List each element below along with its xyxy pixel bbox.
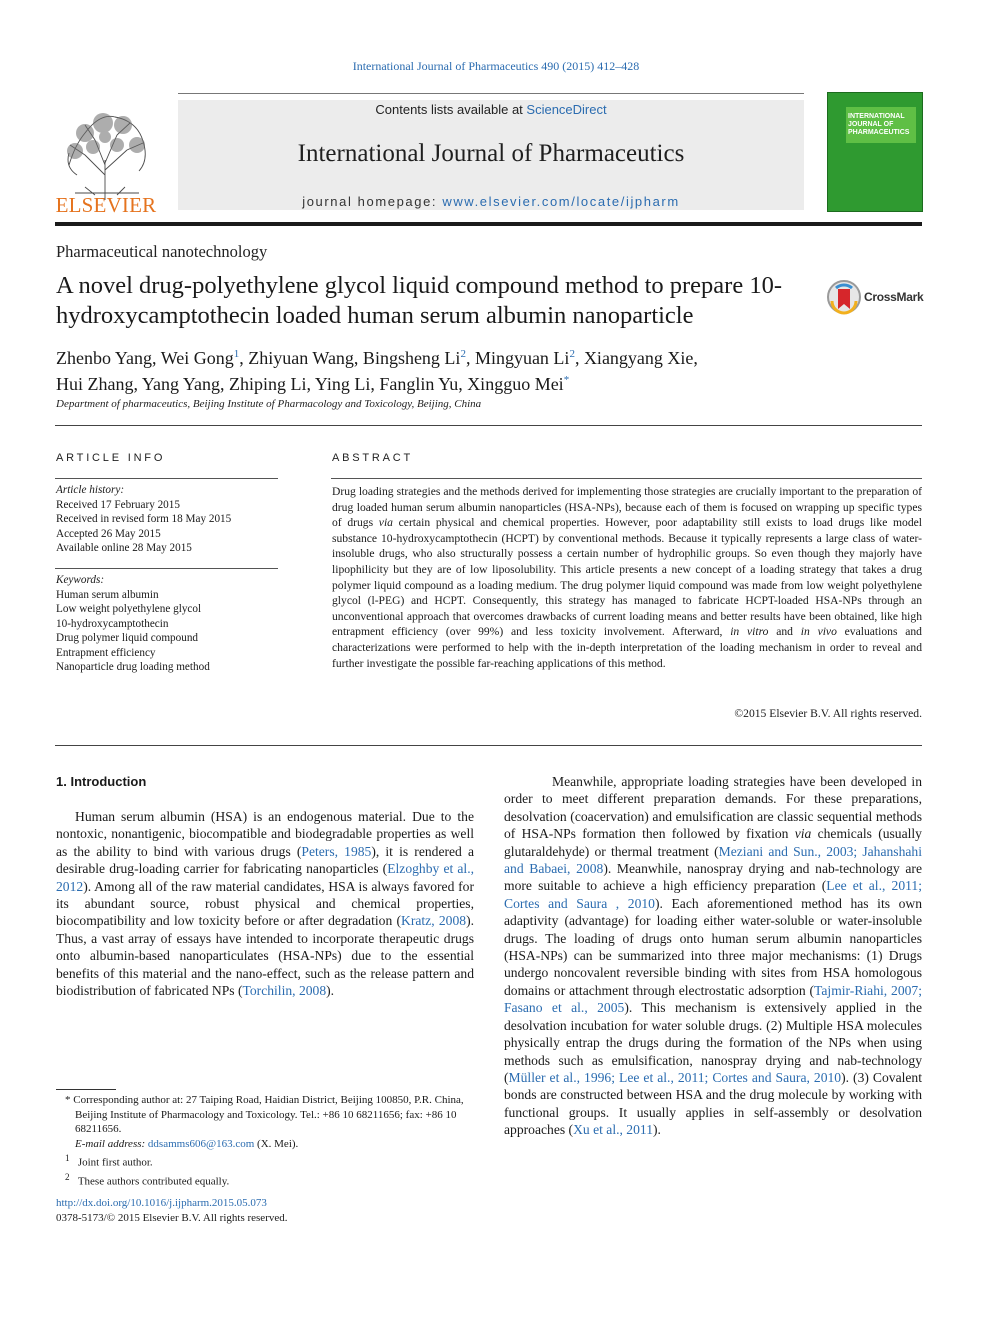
abstract-rule [331, 478, 922, 479]
footnote-rule [56, 1089, 116, 1090]
reference-link[interactable]: Meziani and Sun., 2003; Jahanshahi and Babaei, 2008 [504, 843, 922, 877]
reference-link[interactable]: Müller et al., 1996; Lee et al., 2011; Cortes and Saura, 2010 [508, 1069, 842, 1085]
abstract-heading: ABSTRACT [332, 452, 414, 464]
contents-prefix: Contents lists available at [375, 102, 527, 117]
abstract-italic: via [378, 516, 393, 530]
keyword-item: Low weight polyethylene glycol [56, 603, 202, 615]
body-text: ). Among all of the raw material candidates, HSA is always favored for its abundant source, robust physical and chemical properties, biocompatibility and low toxicity before or after degradation ( [56, 878, 474, 929]
body-text: Meanwhile, appropriate loading strategies have been developed in order to meet different preparation demands. For these preparations, desolvation (coacervation) and emulsification are classic sequential methods of HSA-NPs formation then followed by fixation [504, 774, 922, 842]
author-footnote-marker[interactable]: 2 [569, 348, 575, 360]
footnote-marker: 2 [65, 1172, 70, 1183]
keyword-item: Drug polymer liquid compound [56, 632, 199, 644]
body-text: Human serum albumin (HSA) is an endogenous material. Due to the nontoxic, nonantigenic, biocompatible and biodegradable properties as well as the ability to bind with various drugs ( [56, 809, 474, 859]
abstract-italic: in vivo [800, 625, 837, 639]
homepage-prefix: journal homepage: [302, 194, 443, 209]
email-suffix: (X. Mei). [254, 1137, 299, 1150]
body-text: ). Thus, a vast array of essays have intended to incorporate therapeutic drugs onto albumin-based nanoparticulates (HSA-NPs) due to the essential benefits of this material and the nano-effect, such as the release pattern and biodistribution of fabricated NPs ( [56, 913, 474, 999]
author-line-2 [56, 369, 816, 395]
doi-link[interactable]: http://dx.doi.org/10.1016/j.ijpharm.2015.05.073 [56, 1197, 267, 1209]
footnote-marker: * [65, 1094, 71, 1106]
keyword-item: 10-hydroxycamptothecin [56, 617, 169, 630]
reference-link[interactable]: Peters, 1985 [301, 843, 372, 859]
body-divider [55, 745, 922, 746]
history-item: Received in revised form 18 May 2015 [56, 513, 232, 525]
contents-available-line [178, 102, 804, 117]
author-list [56, 343, 816, 395]
intro-left-column [56, 808, 474, 999]
author-name: Wei Gong [160, 348, 234, 368]
keyword-item: Nanoparticle drug loading method [56, 661, 210, 673]
corresponding-author-marker[interactable]: * [563, 374, 570, 386]
author-affiliation: Department of pharmaceutics, Beijing Institute of Pharmacology and Toxicology, Beijing, China [56, 398, 482, 410]
reference-link[interactable]: Lee et al., 2011; Cortes and Saura , 2010 [504, 878, 922, 911]
journal-cover-thumbnail[interactable] [827, 92, 923, 212]
body-text: ). This mechanism is extensively applied in the desolvation incubation for water soluble drugs. (2) Multiple HSA molecules physically entrap the drugs during the formation of the NPs when using methods such as emulsification, nanospray drying and nab-technology ( [504, 1000, 923, 1085]
sciencedirect-link[interactable]: ScienceDirect [526, 102, 607, 117]
abstract-text: and [768, 625, 801, 639]
author-footnote-marker[interactable]: 2 [460, 348, 466, 360]
body-italic: via [794, 826, 812, 842]
abstract-text: certain physical and chemical properties. However, poor adaptability still exists to load drugs like model substance 10-hydroxycamptothecin (HCPT) by conventional methods. Because it typically represents a large class of water-insoluble drugs, who also structurally possess a certain number of hydrophilic groups. So even though they majorly have lipophilicity but they are of low liposolubility. This article presents a new concept of a loading strategy that takes a drug polymer liquid compound as a loading medium. The drug polymer liquid compound was made from low weight polyethylene glycol (l-PEG) and HCPT. Consequently, this strategy has managed to fabricate HCPT-loaded HSA-NPs through an unconventional approach that overcomes drawbacks of current loading means and better results have been obtained, like high entrapment efficiency (over 99%) and less toxicity involvement. Afterward, [332, 516, 923, 639]
reference-link[interactable]: Tajmir-Riahi, 2007; Fasano et al., 2005 [504, 982, 922, 1016]
article-info-heading: ARTICLE INFO [56, 452, 166, 464]
email-footnote [56, 1137, 476, 1152]
article-title: A novel drug-polyethylene glycol liquid compound method to prepare 10-hydroxycamptothecin loaded human serum albumin nanoparticle [56, 272, 782, 329]
abstract-copyright: ©2015 Elsevier B.V. All rights reserved. [734, 707, 922, 720]
footnote-1 [56, 1151, 476, 1170]
footnote-marker: 1 [65, 1153, 70, 1163]
author-name: Hui Zhang, Yang Yang, Zhiping Li, Ying Li, Fanglin Yu, Xingguo Mei [56, 374, 564, 394]
masthead-top-rule [178, 93, 804, 94]
body-text: ), it is rendered a desirable drug-loading carrier for fabricating nanoparticles ( [56, 843, 474, 877]
journal-citation-link[interactable]: International Journal of Pharmaceutics 490 (2015) 412–428 [352, 59, 640, 73]
body-text: ). Meanwhile, nanospray drying and nab-technology are more suitable to achieve a high efficiency preparation ( [504, 861, 922, 894]
author-name: Zhenbo Yang, [56, 348, 161, 368]
body-text: ). [326, 983, 335, 999]
intro-right-column [504, 773, 922, 1139]
header-divider [55, 222, 922, 226]
reference-link[interactable]: Xu et al., 2011 [573, 1122, 653, 1138]
abstract-italic: in vitro [730, 625, 769, 639]
author-name: , Xiangyang Xie, [574, 348, 698, 368]
footnote-text: Corresponding author at: 27 Taiping Road, Haidian District, Beijing 100850, P.R. China, Beijing Institute of Pharmacology and Toxicology. Tel.: +86 10 68211656; fax: +86 10 68211656. [73, 1094, 464, 1135]
crossmark-label[interactable]: CrossMark [864, 290, 924, 304]
author-line-1 [56, 343, 816, 369]
keywords-rule [55, 568, 278, 569]
keywords-list [56, 573, 281, 675]
footnote-2 [56, 1170, 476, 1189]
corresponding-author-footnote [56, 1093, 476, 1137]
history-label: Article history: [56, 484, 125, 496]
issn-copyright: 0378-5173/© 2015 Elsevier B.V. All rights reserved. [56, 1212, 288, 1224]
footnote-text: These authors contributed equally. [77, 1175, 230, 1188]
body-text: ). (3) Covalent bonds are constructed between HSA and the drug molecule by working with functional groups. It usually applies in self-assembly or desolvation approaches ( [504, 1069, 922, 1138]
article-info-rule [55, 478, 278, 479]
introduction-heading: 1. Introduction [56, 774, 147, 789]
history-item: Available online 28 May 2015 [56, 542, 192, 554]
abstract-text: evaluations and characterizations were performed to help with the in-depth interpretation of the loading mechanism in order to reveal and further investigate the possible far-reaching applications of this method. [332, 625, 922, 670]
abstract-body [332, 484, 922, 671]
keywords-label: Keywords: [56, 574, 105, 586]
body-text: ). Each aforementioned method has its own adaptivity (advantage) for loading either water-soluble or water-insoluble drugs. The loading of drugs onto human serum albumin nanoparticles (HSA-NPs) can be summarized into three major mechanisms: (1) Drugs undergo noncovalent reversible binding with sites from HSA homologous domains or attachment through electrostatic adsorption ( [504, 895, 923, 998]
footnote-text: Joint first author. [77, 1156, 153, 1169]
article-section-label: Pharmaceutical nanotechnology [56, 242, 268, 261]
journal-homepage-line [178, 194, 804, 209]
abstract-text: Drug loading strategies and the methods derived for implementing those strategies are crucially important to the preparation of drug loaded human serum albumin nanoparticles (HSA-NPs), because each of them is focused on wrapping up specific types of drugs [332, 485, 922, 530]
email-link[interactable]: ddsamms606@163.com [147, 1137, 255, 1150]
reference-link[interactable]: Torchilin, 2008 [242, 983, 327, 999]
journal-homepage-link[interactable]: www.elsevier.com/locate/ijpharm [442, 194, 680, 209]
journal-title: International Journal of Pharmaceutics [297, 140, 685, 167]
email-label: E-mail address: [75, 1137, 146, 1150]
history-item: Received 17 February 2015 [56, 498, 180, 511]
elsevier-wordmark: ELSEVIER [55, 193, 157, 217]
body-text: chemicals (usually glutaraldehyde) or thermal treatment ( [504, 826, 922, 859]
article-history [56, 483, 281, 556]
reference-link[interactable]: Elzoghby et al., 2012 [56, 861, 474, 894]
history-item: Accepted 26 May 2015 [56, 527, 161, 540]
author-name: , Mingyuan Li [465, 348, 570, 368]
author-name: , Zhiyuan Wang, Bingsheng Li [239, 348, 461, 368]
title-divider [55, 425, 922, 426]
cover-title-text: INTERNATIONAL JOURNAL OF PHARMACEUTICS [848, 113, 910, 136]
body-text: ). [653, 1122, 661, 1138]
author-footnote-marker[interactable]: 1 [233, 348, 240, 360]
keyword-item: Human serum albumin [56, 588, 159, 601]
reference-link[interactable]: Kratz, 2008 [401, 913, 467, 929]
keyword-item: Entrapment efficiency [56, 646, 156, 659]
footnotes [56, 1093, 476, 1189]
